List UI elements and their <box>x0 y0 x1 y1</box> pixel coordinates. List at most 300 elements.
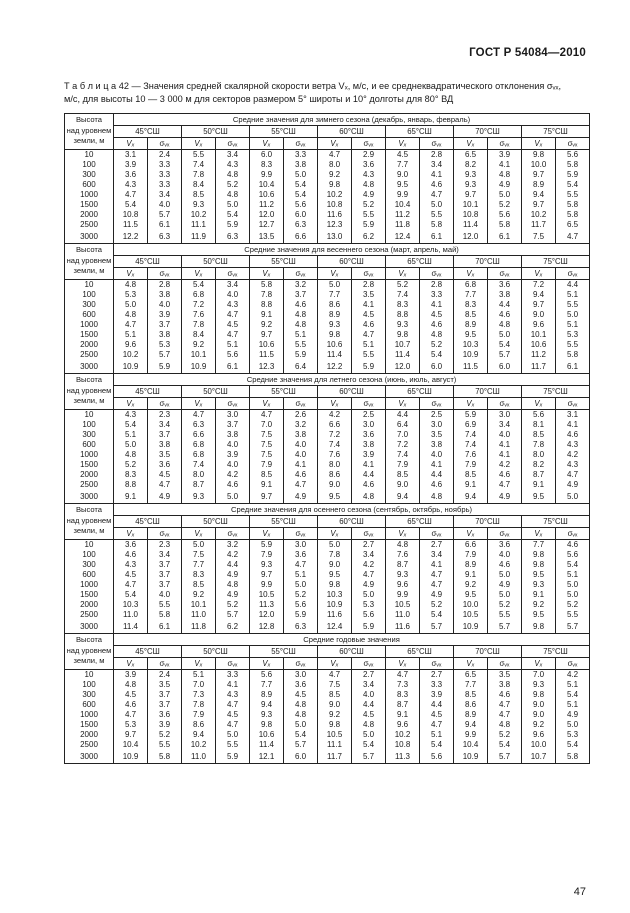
deviation-value-cell: 4.1 <box>284 460 318 470</box>
deviation-value-cell: 3.0 <box>488 410 522 421</box>
speed-symbol: Vₓ <box>250 268 284 280</box>
deviation-value-cell: 5.6 <box>420 750 454 764</box>
deviation-value-cell: 3.6 <box>284 550 318 560</box>
speed-value-cell: 12.2 <box>114 230 148 244</box>
latitude-header: 55°СШ <box>250 516 318 528</box>
deviation-symbol: σᵥₓ <box>420 658 454 670</box>
deviation-symbol: σᵥₓ <box>352 398 386 410</box>
deviation-symbol: σᵥₓ <box>284 528 318 540</box>
speed-value-cell: 8.2 <box>454 160 488 170</box>
deviation-value-cell: 3.4 <box>352 680 386 690</box>
deviation-value-cell: 3.0 <box>284 670 318 681</box>
deviation-value-cell: 4.7 <box>216 310 250 320</box>
deviation-symbol: σᵥₓ <box>148 268 182 280</box>
latitude-header: 65°СШ <box>386 646 454 658</box>
speed-value-cell: 7.5 <box>182 550 216 560</box>
deviation-value-cell: 4.9 <box>488 490 522 504</box>
speed-value-cell: 8.5 <box>386 470 420 480</box>
speed-value-cell: 7.7 <box>454 680 488 690</box>
deviation-symbol: σᵥₓ <box>216 268 250 280</box>
speed-value-cell: 4.7 <box>318 150 352 161</box>
speed-value-cell: 11.9 <box>182 230 216 244</box>
speed-value-cell: 9.2 <box>522 600 556 610</box>
deviation-value-cell: 4.0 <box>148 200 182 210</box>
height-cell: 100 <box>65 160 114 170</box>
deviation-value-cell: 4.4 <box>420 470 454 480</box>
speed-value-cell: 11.6 <box>386 620 420 634</box>
speed-value-cell: 7.0 <box>182 680 216 690</box>
height-header-line: земли, м <box>73 266 105 275</box>
speed-symbol: Vₓ <box>386 658 420 670</box>
deviation-value-cell: 5.7 <box>488 620 522 634</box>
deviation-value-cell: 3.0 <box>284 540 318 551</box>
speed-symbol: Vₓ <box>522 528 556 540</box>
speed-value-cell: 12.1 <box>250 750 284 764</box>
deviation-value-cell: 3.4 <box>216 280 250 291</box>
speed-value-cell: 9.1 <box>522 590 556 600</box>
speed-value-cell: 10.9 <box>114 750 148 764</box>
deviation-value-cell: 4.6 <box>420 320 454 330</box>
speed-value-cell: 9.5 <box>318 490 352 504</box>
speed-value-cell: 9.2 <box>250 320 284 330</box>
height-cell: 600 <box>65 310 114 320</box>
height-cell: 10 <box>65 410 114 421</box>
speed-value-cell: 7.7 <box>182 560 216 570</box>
latitude-header: 55°СШ <box>250 646 318 658</box>
deviation-value-cell: 4.0 <box>420 450 454 460</box>
speed-value-cell: 8.6 <box>318 470 352 480</box>
speed-value-cell: 12.0 <box>250 610 284 620</box>
speed-value-cell: 9.3 <box>318 320 352 330</box>
deviation-value-cell: 4.7 <box>420 190 454 200</box>
deviation-value-cell: 4.7 <box>420 570 454 580</box>
speed-value-cell: 10.2 <box>182 210 216 220</box>
deviation-value-cell: 5.8 <box>148 750 182 764</box>
height-header-line: над уровнем <box>66 645 112 655</box>
latitude-row <box>65 646 590 658</box>
deviation-symbol: σᵥₓ <box>216 658 250 670</box>
height-header-cell <box>65 634 114 670</box>
speed-value-cell: 11.2 <box>522 350 556 360</box>
speed-value-cell: 8.3 <box>182 570 216 580</box>
deviation-value-cell: 4.8 <box>216 190 250 200</box>
speed-symbol: Vₓ <box>386 528 420 540</box>
deviation-value-cell: 5.4 <box>488 340 522 350</box>
deviation-value-cell: 5.2 <box>488 200 522 210</box>
speed-value-cell: 7.5 <box>522 230 556 244</box>
table-row <box>65 680 590 690</box>
deviation-value-cell: 3.6 <box>148 710 182 720</box>
speed-value-cell: 5.3 <box>114 290 148 300</box>
speed-value-cell: 9.0 <box>386 170 420 180</box>
deviation-value-cell: 5.7 <box>352 750 386 764</box>
speed-value-cell: 12.0 <box>454 230 488 244</box>
deviation-value-cell: 5.9 <box>284 350 318 360</box>
speed-value-cell: 11.5 <box>250 350 284 360</box>
deviation-value-cell: 3.3 <box>148 170 182 180</box>
deviation-value-cell: 5.7 <box>216 610 250 620</box>
height-cell: 2000 <box>65 210 114 220</box>
speed-value-cell: 4.7 <box>250 410 284 421</box>
height-cell: 10 <box>65 280 114 291</box>
speed-value-cell: 9.3 <box>454 170 488 180</box>
speed-value-cell: 11.5 <box>454 360 488 374</box>
deviation-value-cell: 4.9 <box>284 490 318 504</box>
deviation-value-cell: 3.8 <box>148 330 182 340</box>
speed-symbol: Vₓ <box>250 528 284 540</box>
deviation-value-cell: 5.6 <box>556 150 590 161</box>
height-cell: 2500 <box>65 480 114 490</box>
deviation-value-cell: 6.3 <box>284 220 318 230</box>
deviation-value-cell: 4.1 <box>420 170 454 180</box>
speed-value-cell: 11.6 <box>318 610 352 620</box>
speed-value-cell: 5.4 <box>114 590 148 600</box>
speed-value-cell: 5.6 <box>522 410 556 421</box>
wind-speed-table <box>64 113 590 764</box>
speed-value-cell: 4.7 <box>114 580 148 590</box>
height-header-line: земли, м <box>73 526 105 535</box>
deviation-value-cell: 3.5 <box>420 430 454 440</box>
table-row <box>65 470 590 480</box>
deviation-value-cell: 5.5 <box>420 210 454 220</box>
speed-symbol: Vₓ <box>318 398 352 410</box>
latitude-header: 75°СШ <box>522 386 590 398</box>
speed-value-cell: 8.4 <box>182 330 216 340</box>
speed-value-cell: 8.5 <box>454 310 488 320</box>
deviation-value-cell: 5.0 <box>488 570 522 580</box>
speed-value-cell: 8.5 <box>454 470 488 480</box>
deviation-value-cell: 3.8 <box>352 440 386 450</box>
deviation-value-cell: 2.3 <box>148 540 182 551</box>
speed-value-cell: 11.0 <box>386 610 420 620</box>
section-title: Средние значения для зимнего сезона (декабрь, январь, февраль) <box>114 114 590 126</box>
deviation-value-cell: 4.6 <box>216 480 250 490</box>
speed-value-cell: 7.5 <box>250 440 284 450</box>
speed-value-cell: 7.6 <box>318 450 352 460</box>
deviation-symbol: σᵥₓ <box>284 398 318 410</box>
speed-value-cell: 4.2 <box>318 410 352 421</box>
speed-value-cell: 10.5 <box>250 590 284 600</box>
deviation-value-cell: 3.4 <box>352 550 386 560</box>
table-row <box>65 600 590 610</box>
speed-value-cell: 4.8 <box>114 450 148 460</box>
speed-symbol: Vₓ <box>114 268 148 280</box>
speed-value-cell: 10.6 <box>318 340 352 350</box>
deviation-value-cell: 2.9 <box>352 150 386 161</box>
latitude-header: 75°СШ <box>522 256 590 268</box>
speed-value-cell: 7.4 <box>454 440 488 450</box>
height-cell: 1000 <box>65 710 114 720</box>
speed-value-cell: 8.9 <box>454 560 488 570</box>
speed-value-cell: 9.8 <box>250 720 284 730</box>
height-header-cell <box>65 114 114 150</box>
deviation-value-cell: 3.6 <box>352 160 386 170</box>
deviation-value-cell: 5.0 <box>216 730 250 740</box>
speed-value-cell: 10.0 <box>522 740 556 750</box>
deviation-value-cell: 2.7 <box>352 670 386 681</box>
deviation-value-cell: 5.0 <box>216 200 250 210</box>
speed-symbol: Vₓ <box>318 268 352 280</box>
height-cell: 100 <box>65 420 114 430</box>
speed-value-cell: 9.8 <box>522 550 556 560</box>
table-row <box>65 220 590 230</box>
deviation-value-cell: 4.9 <box>216 570 250 580</box>
speed-value-cell: 7.9 <box>386 460 420 470</box>
speed-symbol: Vₓ <box>454 138 488 150</box>
deviation-value-cell: 5.8 <box>488 220 522 230</box>
speed-value-cell: 7.9 <box>454 550 488 560</box>
deviation-value-cell: 4.0 <box>284 450 318 460</box>
speed-value-cell: 7.9 <box>250 460 284 470</box>
speed-value-cell: 10.4 <box>250 180 284 190</box>
deviation-value-cell: 4.2 <box>216 550 250 560</box>
deviation-value-cell: 5.6 <box>556 550 590 560</box>
deviation-value-cell: 5.4 <box>420 740 454 750</box>
deviation-symbol: σᵥₓ <box>488 138 522 150</box>
height-cell: 2000 <box>65 730 114 740</box>
speed-value-cell: 7.4 <box>454 430 488 440</box>
speed-value-cell: 9.1 <box>522 480 556 490</box>
speed-value-cell: 10.5 <box>386 600 420 610</box>
speed-value-cell: 9.3 <box>386 570 420 580</box>
speed-symbol: Vₓ <box>522 138 556 150</box>
height-cell: 1500 <box>65 330 114 340</box>
speed-value-cell: 10.4 <box>386 200 420 210</box>
table-row <box>65 620 590 634</box>
speed-value-cell: 7.6 <box>386 550 420 560</box>
speed-value-cell: 9.2 <box>318 170 352 180</box>
deviation-value-cell: 3.9 <box>488 150 522 161</box>
section-title-row <box>65 114 590 126</box>
deviation-value-cell: 5.9 <box>556 170 590 180</box>
deviation-value-cell: 2.4 <box>148 150 182 161</box>
table-row <box>65 180 590 190</box>
speed-value-cell: 7.5 <box>250 450 284 460</box>
deviation-value-cell: 4.7 <box>216 700 250 710</box>
deviation-value-cell: 5.0 <box>488 330 522 340</box>
speed-value-cell: 7.8 <box>318 550 352 560</box>
deviation-value-cell: 4.0 <box>216 440 250 450</box>
speed-value-cell: 7.7 <box>318 290 352 300</box>
speed-value-cell: 10.3 <box>114 600 148 610</box>
speed-value-cell: 8.5 <box>182 580 216 590</box>
speed-value-cell: 9.0 <box>522 710 556 720</box>
deviation-value-cell: 3.5 <box>488 670 522 681</box>
latitude-header: 60°СШ <box>318 126 386 138</box>
speed-symbol: Vₓ <box>182 658 216 670</box>
speed-value-cell: 9.5 <box>522 570 556 580</box>
deviation-value-cell: 3.5 <box>148 680 182 690</box>
table-row <box>65 460 590 470</box>
speed-value-cell: 4.3 <box>114 180 148 190</box>
speed-value-cell: 9.4 <box>454 490 488 504</box>
deviation-value-cell: 3.2 <box>284 420 318 430</box>
deviation-value-cell: 3.7 <box>148 690 182 700</box>
deviation-value-cell: 3.9 <box>216 450 250 460</box>
speed-value-cell: 9.7 <box>250 330 284 340</box>
deviation-value-cell: 5.4 <box>284 190 318 200</box>
deviation-value-cell: 5.1 <box>284 330 318 340</box>
latitude-header: 75°СШ <box>522 516 590 528</box>
speed-value-cell: 9.6 <box>386 720 420 730</box>
latitude-header: 45°СШ <box>114 516 182 528</box>
speed-value-cell: 12.7 <box>250 220 284 230</box>
speed-value-cell: 8.8 <box>386 310 420 320</box>
speed-value-cell: 8.9 <box>454 710 488 720</box>
deviation-value-cell: 6.0 <box>284 750 318 764</box>
deviation-value-cell: 3.4 <box>148 190 182 200</box>
deviation-symbol: σᵥₓ <box>352 268 386 280</box>
symbol-row <box>65 528 590 540</box>
deviation-value-cell: 3.4 <box>420 160 454 170</box>
deviation-value-cell: 5.0 <box>284 720 318 730</box>
section-title: Средние значения для весеннего сезона (март, апрель, май) <box>114 244 590 256</box>
table-row <box>65 670 590 681</box>
deviation-value-cell: 4.0 <box>148 590 182 600</box>
speed-value-cell: 4.5 <box>114 690 148 700</box>
height-header-line: Высота <box>75 245 103 254</box>
deviation-value-cell: 5.9 <box>216 750 250 764</box>
speed-value-cell: 8.3 <box>386 690 420 700</box>
table-row <box>65 720 590 730</box>
height-cell: 1500 <box>65 200 114 210</box>
height-cell: 10 <box>65 150 114 161</box>
deviation-value-cell: 4.3 <box>352 170 386 180</box>
height-cell: 300 <box>65 300 114 310</box>
speed-value-cell: 9.2 <box>318 710 352 720</box>
deviation-value-cell: 5.4 <box>420 610 454 620</box>
deviation-value-cell: 5.5 <box>352 350 386 360</box>
section-title-row <box>65 244 590 256</box>
deviation-value-cell: 4.0 <box>148 300 182 310</box>
speed-value-cell: 10.6 <box>522 340 556 350</box>
deviation-value-cell: 2.5 <box>352 410 386 421</box>
latitude-header: 75°СШ <box>522 126 590 138</box>
deviation-value-cell: 4.9 <box>488 580 522 590</box>
speed-value-cell: 9.3 <box>182 490 216 504</box>
deviation-value-cell: 5.0 <box>352 590 386 600</box>
deviation-value-cell: 3.4 <box>420 550 454 560</box>
deviation-value-cell: 5.4 <box>420 350 454 360</box>
height-cell: 600 <box>65 180 114 190</box>
speed-value-cell: 4.3 <box>114 560 148 570</box>
deviation-value-cell: 5.8 <box>556 210 590 220</box>
speed-value-cell: 8.7 <box>386 700 420 710</box>
deviation-symbol: σᵥₓ <box>284 658 318 670</box>
deviation-value-cell: 5.1 <box>556 570 590 580</box>
deviation-symbol: σᵥₓ <box>216 528 250 540</box>
deviation-value-cell: 4.0 <box>488 430 522 440</box>
speed-value-cell: 9.5 <box>386 180 420 190</box>
speed-symbol: Vₓ <box>250 398 284 410</box>
deviation-value-cell: 5.2 <box>352 200 386 210</box>
speed-value-cell: 4.6 <box>114 700 148 710</box>
deviation-value-cell: 4.1 <box>488 450 522 460</box>
speed-value-cell: 11.0 <box>114 610 148 620</box>
deviation-value-cell: 6.1 <box>420 230 454 244</box>
deviation-value-cell: 5.2 <box>488 730 522 740</box>
speed-symbol: Vₓ <box>182 138 216 150</box>
deviation-value-cell: 4.0 <box>216 460 250 470</box>
speed-value-cell: 10.8 <box>454 210 488 220</box>
speed-value-cell: 9.9 <box>386 590 420 600</box>
latitude-row <box>65 126 590 138</box>
speed-value-cell: 5.6 <box>250 670 284 681</box>
deviation-symbol: σᵥₓ <box>488 268 522 280</box>
table-row <box>65 610 590 620</box>
deviation-value-cell: 4.1 <box>352 460 386 470</box>
deviation-symbol: σᵥₓ <box>488 398 522 410</box>
speed-value-cell: 9.5 <box>454 330 488 340</box>
speed-value-cell: 5.9 <box>250 540 284 551</box>
height-header-line: над уровнем <box>66 125 112 135</box>
deviation-value-cell: 2.6 <box>284 410 318 421</box>
deviation-value-cell: 4.7 <box>352 330 386 340</box>
deviation-value-cell: 4.3 <box>216 300 250 310</box>
deviation-value-cell: 4.6 <box>556 540 590 551</box>
deviation-value-cell: 6.5 <box>556 220 590 230</box>
deviation-value-cell: 5.4 <box>284 730 318 740</box>
deviation-value-cell: 5.0 <box>556 590 590 600</box>
deviation-value-cell: 3.8 <box>216 430 250 440</box>
deviation-value-cell: 5.3 <box>148 340 182 350</box>
height-cell: 1000 <box>65 190 114 200</box>
deviation-value-cell: 5.9 <box>284 610 318 620</box>
deviation-value-cell: 5.7 <box>284 740 318 750</box>
speed-value-cell: 3.6 <box>114 170 148 180</box>
speed-value-cell: 9.6 <box>114 340 148 350</box>
height-cell: 2000 <box>65 470 114 480</box>
deviation-value-cell: 4.9 <box>148 490 182 504</box>
deviation-symbol: σᵥₓ <box>420 268 454 280</box>
deviation-value-cell: 5.2 <box>420 600 454 610</box>
deviation-value-cell: 2.7 <box>420 540 454 551</box>
deviation-value-cell: 4.9 <box>556 480 590 490</box>
speed-value-cell: 8.6 <box>318 300 352 310</box>
deviation-value-cell: 3.3 <box>284 150 318 161</box>
deviation-symbol: σᵥₓ <box>284 268 318 280</box>
page-number: 47 <box>573 886 586 898</box>
speed-symbol: Vₓ <box>386 138 420 150</box>
deviation-value-cell: 4.6 <box>488 560 522 570</box>
deviation-value-cell: 5.6 <box>284 600 318 610</box>
table-row <box>65 290 590 300</box>
deviation-symbol: σᵥₓ <box>420 528 454 540</box>
speed-symbol: Vₓ <box>114 138 148 150</box>
deviation-value-cell: 3.4 <box>216 150 250 161</box>
height-header-line: земли, м <box>73 136 105 145</box>
deviation-value-cell: 3.9 <box>148 310 182 320</box>
speed-value-cell: 8.6 <box>182 720 216 730</box>
symbol-row <box>65 138 590 150</box>
deviation-value-cell: 5.0 <box>216 490 250 504</box>
latitude-header: 65°СШ <box>386 256 454 268</box>
speed-value-cell: 11.7 <box>318 750 352 764</box>
speed-value-cell: 9.8 <box>522 690 556 700</box>
latitude-row <box>65 516 590 528</box>
deviation-value-cell: 4.7 <box>216 720 250 730</box>
deviation-value-cell: 4.5 <box>352 310 386 320</box>
table-row <box>65 420 590 430</box>
deviation-value-cell: 2.3 <box>148 410 182 421</box>
latitude-header: 45°СШ <box>114 646 182 658</box>
speed-value-cell: 9.8 <box>522 620 556 634</box>
speed-value-cell: 7.3 <box>182 690 216 700</box>
height-cell: 300 <box>65 170 114 180</box>
deviation-value-cell: 4.8 <box>216 170 250 180</box>
deviation-value-cell: 4.5 <box>420 710 454 720</box>
speed-value-cell: 5.2 <box>386 280 420 291</box>
